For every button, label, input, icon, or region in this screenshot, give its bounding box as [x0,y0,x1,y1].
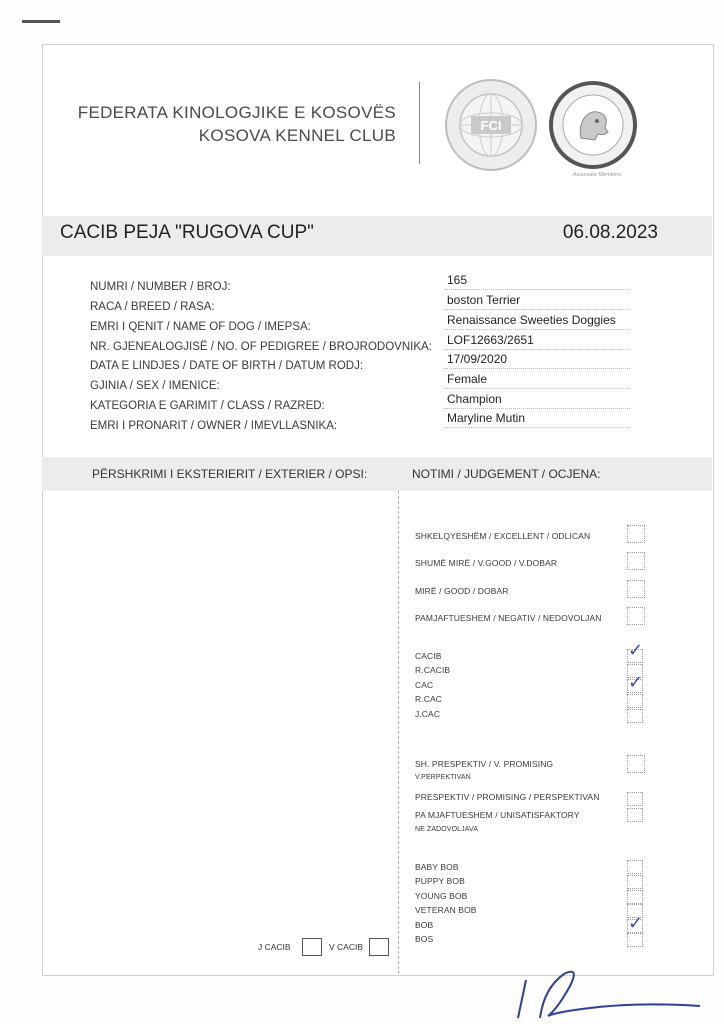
title-rcacib-label: R.CACIB [415,665,451,675]
value-owner: Maryline Mutin [447,411,526,425]
grade-excellent-checkbox[interactable] [627,525,645,543]
org-name-line2: KOSOVA KENNEL CLUB [198,126,396,145]
promising-very-label: SH. PRESPEKTIV / V. PROMISING [415,759,554,769]
v-cacib-label: V CACIB [329,942,364,952]
value-number: 165 [447,273,468,287]
value-pedigree: LOF12663/2651 [447,333,534,347]
label-number: NUMRI / NUMBER / BROJ: [90,281,231,293]
bob-label: BOB [415,920,434,930]
value-dog-name: Renaissance Sweeties Doggies [447,313,616,327]
j-cacib-label: J CACIB [258,942,291,952]
promising-very-sub: V.PERPEKTIVAN [415,774,471,781]
value-line [444,289,630,290]
value-sex: Female [447,372,488,386]
exterior-description-area[interactable] [50,495,390,925]
value-line [444,329,630,330]
title-cac-label: CAC [415,680,434,690]
cacib-checkmark-icon: ✓ [628,640,644,661]
v-cacib-checkbox[interactable] [369,938,389,956]
label-dog-name: EMRI I QENIT / NAME OF DOG / IMEPSA: [90,321,311,333]
edge-mark [22,20,60,23]
bos-checkbox[interactable] [627,933,643,947]
event-title: CACIB PEJA "RUGOVA CUP" [60,222,314,243]
promising-checkbox[interactable] [627,792,643,806]
value-line [444,388,630,389]
young-bob-checkbox[interactable] [627,890,643,904]
value-birth-date: 17/09/2020 [447,352,508,366]
kkc-seal-icon [548,80,638,170]
header-divider [419,82,420,164]
title-jcac-checkbox[interactable] [627,709,643,723]
unsatisfactory-label: PA MJAFTUESHEM / UNISATISFAKTORY [415,810,580,820]
judgement-heading: NOTIMI / JUDGEMENT / OCJENA: [412,467,601,481]
value-class: Champion [447,392,502,406]
svg-text:FCI: FCI [480,118,502,133]
value-breed: boston Terrier [447,293,521,307]
grade-insufficient-checkbox[interactable] [627,607,645,625]
j-cacib-checkbox[interactable] [302,938,322,956]
column-divider [398,491,400,974]
event-date: 06.08.2023 [562,222,658,243]
veteran-bob-label: VETERAN BOB [415,905,477,915]
unsatisfactory-sub: NE ZADOVOLJAVA [415,826,478,833]
label-birth-date: DATA E LINDJES / DATE OF BIRTH / DATUM RODJ: [90,360,364,372]
grade-excellent-label: SHKELQYESHËM / EXCELLENT / ODLICAN [415,531,591,541]
promising-label: PRESPEKTIV / PROMISING / PERSPEKTIVAN [415,792,600,802]
grade-good-checkbox[interactable] [627,580,645,598]
value-line [444,427,630,428]
exterior-heading: PËRSHKRIMI I EKSTERIERIT / EXTERIER / OPSI: [92,467,368,481]
label-class: KATEGORIA E GARIMIT / CLASS / RAZRED: [90,400,325,412]
puppy-bob-checkbox[interactable] [627,875,643,889]
bob-checkmark-icon: ✓ [628,913,644,934]
young-bob-label: YOUNG BOB [415,891,468,901]
value-line [444,349,630,350]
fci-seal-icon [444,78,538,172]
judge-signature [500,958,720,1024]
grade-insufficient-label: PAMJAFTUESHEM / NEGATIV / NEDOVOLJAN [415,613,602,623]
org-name-line1: FEDERATA KINOLOGJIKE E KOSOVËS [77,103,396,122]
title-rcac-label: R.CAC [415,694,442,704]
label-breed: RACA / BREED / RASA: [90,301,215,313]
label-pedigree: NR. GJENEALOGJISË / NO. OF PEDIGREE / BROJRODOVNIKA: [90,341,432,353]
grade-very-good-label: SHUMË MIRË / V.GOOD / V.DOBAR [415,558,558,568]
label-owner: EMRI I PRONARIT / OWNER / IMEVLLASNIKA: [90,420,338,432]
value-line [444,309,630,310]
value-line [444,408,630,409]
baby-bob-label: BABY BOB [415,862,459,872]
title-cacib-label: CACIB [415,651,442,661]
bos-label: BOS [415,934,434,944]
associate-members-note: Associate Members [573,172,622,178]
puppy-bob-label: PUPPY BOB [415,876,465,886]
label-sex: GJINIA / SEX / IMENICE: [90,380,220,392]
unsatisfactory-checkbox[interactable] [627,808,643,822]
title-jcac-label: J.CAC [415,709,441,719]
grade-very-good-checkbox[interactable] [627,552,645,570]
promising-very-checkbox[interactable] [627,755,645,773]
title-rcac-checkbox[interactable] [627,694,643,708]
grade-good-label: MIRË / GOOD / DOBAR [415,586,509,596]
value-line [444,368,630,369]
baby-bob-checkbox[interactable] [627,860,643,874]
cac-checkmark-icon: ✓ [628,672,644,693]
